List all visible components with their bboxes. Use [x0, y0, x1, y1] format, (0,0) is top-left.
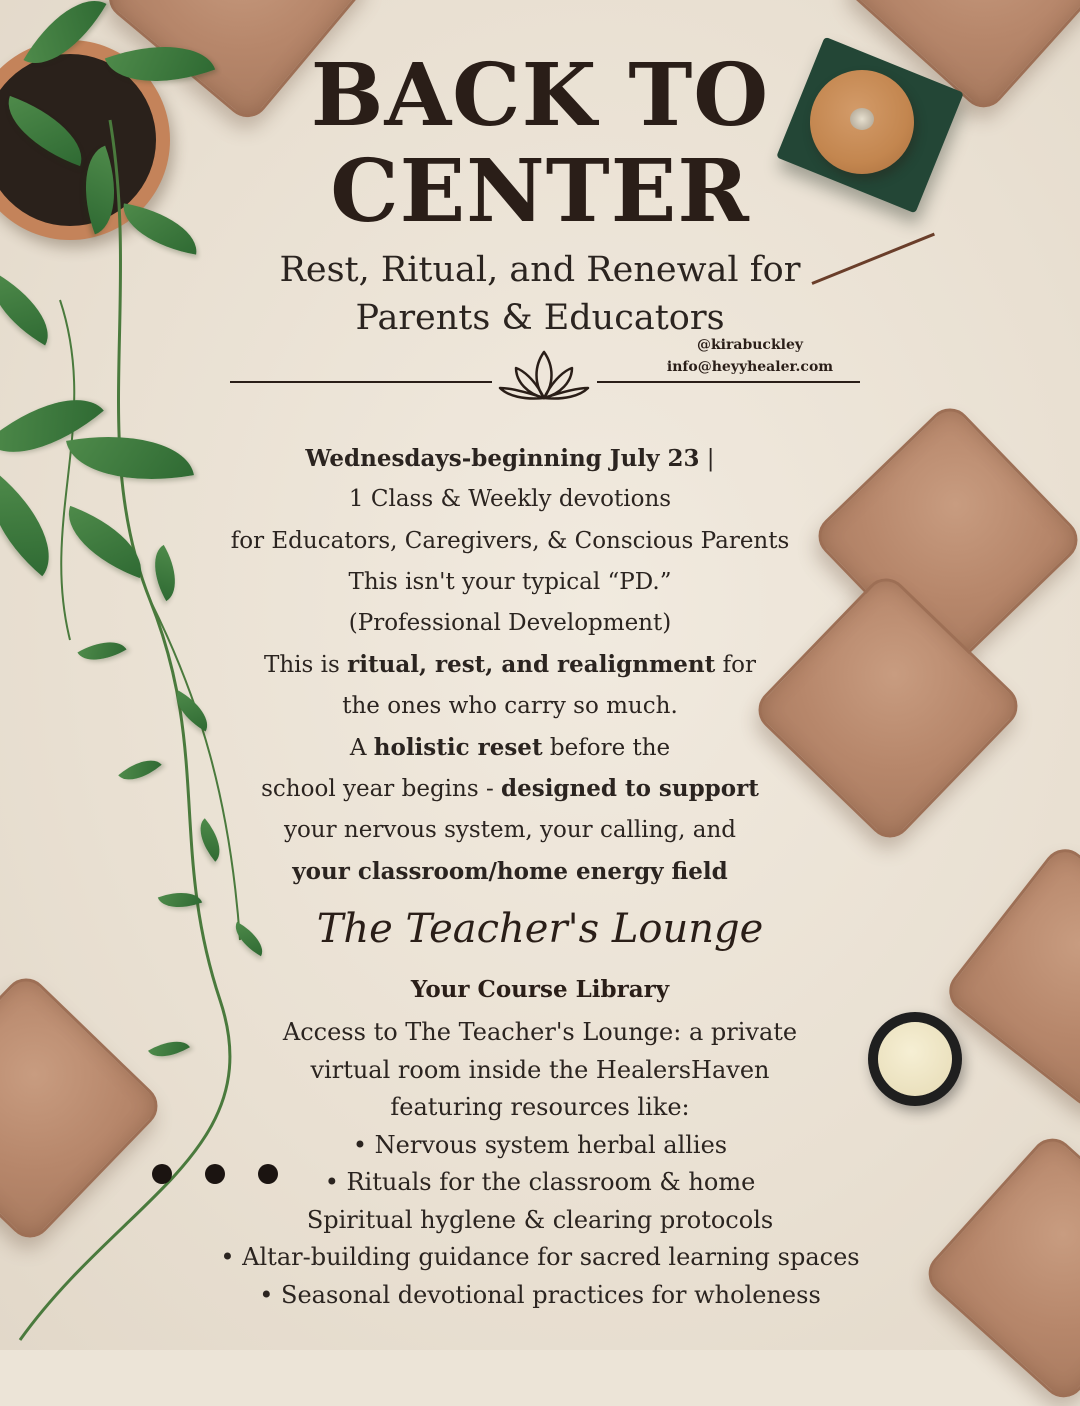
subtitle-line-1: Rest, Ritual, and Renewal for	[279, 250, 801, 290]
details-line-2: 1 Class & Weekly devotions	[348, 486, 672, 513]
event-details	[220, 438, 800, 892]
details-line-11: your classroom/home energy field	[292, 857, 728, 885]
lounge-line: • Seasonal devotional practices for wholeness	[259, 1280, 821, 1309]
ceramic-bowl	[810, 70, 914, 174]
lounge-title: The Teacher's Lounge	[316, 906, 764, 952]
lounge-line: virtual room inside the HealersHaven	[310, 1055, 770, 1084]
details-line-8: A holistic reset before the	[349, 734, 671, 762]
details-line-10: your nervous system, your calling, and	[283, 816, 737, 843]
divider-left	[230, 381, 492, 383]
email-address: info@heyyhealer.com	[666, 359, 834, 375]
details-line-6: This is ritual, rest, and realignment for	[264, 651, 756, 679]
lounge-line: • Altar-building guidance for sacred learning spaces	[220, 1243, 860, 1271]
ellipsis-dots-icon	[152, 1164, 311, 1188]
lounge-line: • Nervous system herbal allies	[352, 1130, 728, 1159]
course-library-heading: Your Course Library	[410, 976, 670, 1003]
title-line-1: BACK TO	[310, 45, 770, 146]
details-line-4: This isn't your typical “PD.”	[348, 568, 672, 595]
contact-info	[640, 334, 860, 378]
lounge-line: Spiritual hyglene & clearing protocols	[306, 1205, 774, 1234]
page-title	[290, 45, 790, 242]
social-handle: @kirabuckley	[696, 337, 804, 353]
stone	[850, 108, 874, 130]
subtitle-line-2: Parents & Educators	[355, 298, 725, 338]
details-line-9: school year begins - designed to support	[261, 775, 759, 803]
details-line-5: (Professional Development)	[348, 610, 672, 637]
lounge-line: • Rituals for the classroom & home	[324, 1168, 756, 1196]
lounge-line: Access to The Teacher's Lounge: a private	[282, 1018, 798, 1046]
details-line-3: for Educators, Caregivers, & Conscious Parents	[230, 527, 790, 554]
divider-right	[597, 381, 860, 383]
lounge-line: featuring resources like:	[390, 1093, 690, 1121]
details-line-1: Wednesdays-beginning July 23 |	[305, 445, 715, 472]
details-line-7: the ones who carry so much.	[342, 692, 678, 719]
subtitle	[270, 246, 810, 342]
title-line-2: CENTER	[330, 141, 750, 242]
lotus-icon	[498, 348, 590, 404]
